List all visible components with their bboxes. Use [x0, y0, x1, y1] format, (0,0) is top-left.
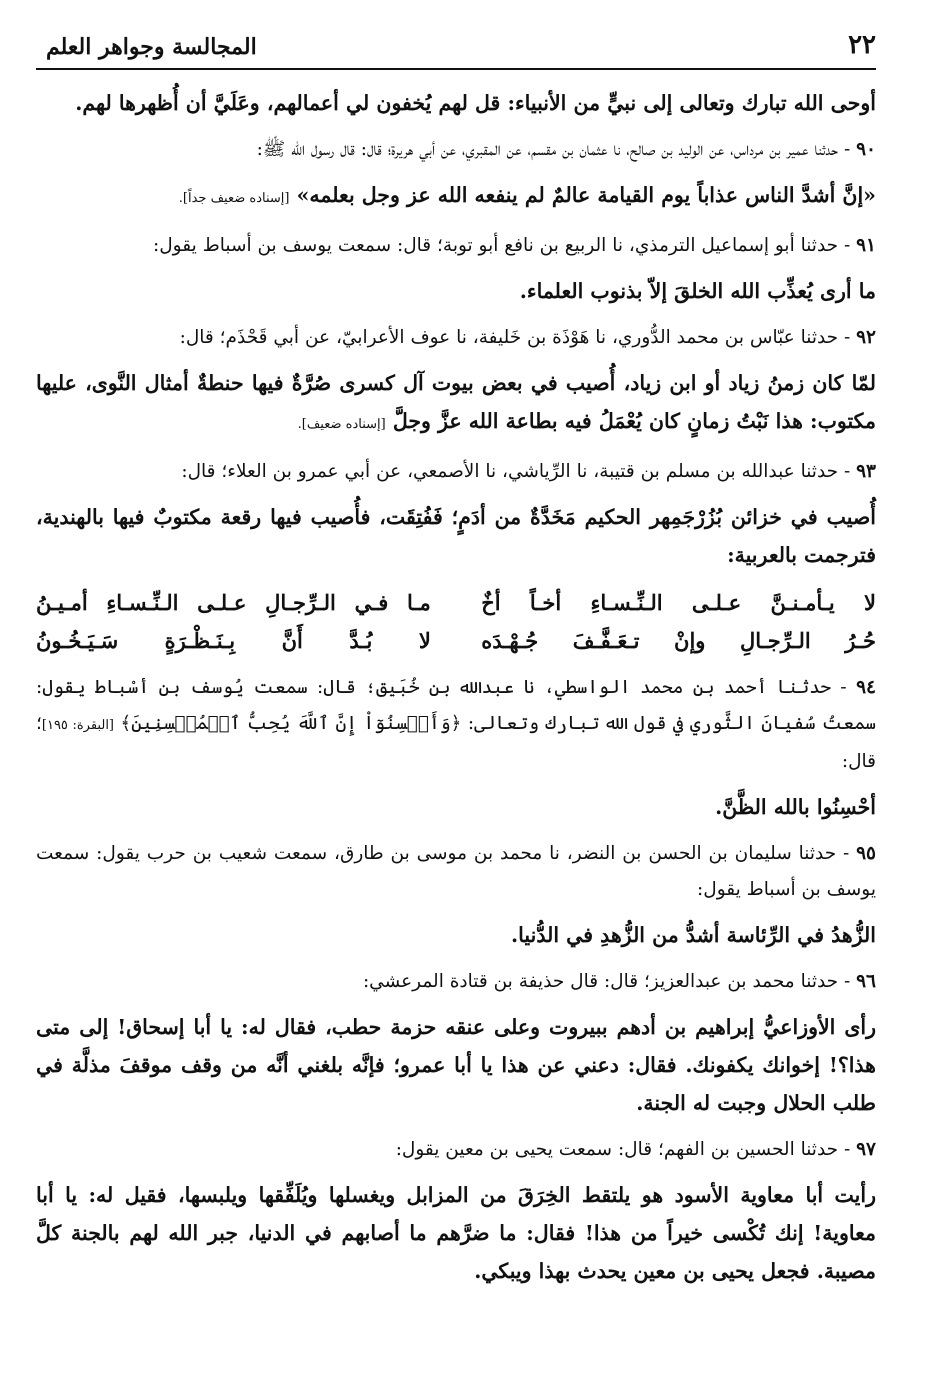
hadith-number: ٩٥ — [856, 843, 876, 864]
hadith-91-chain — [36, 228, 876, 264]
hemistich-first: حُـرُ الـرِّجـالِ وإنْ تـعَـفَّـفَ جُـهْـدَه — [481, 628, 876, 653]
hadith-95-chain — [36, 836, 876, 908]
hemistich-first: لا يـأمـنـنَّ عـلـى الـنِّـسـاءِ أخـاً أخٌ — [481, 590, 876, 615]
grading-note: [إسناده ضعيف]. — [297, 417, 386, 432]
chain-text: - حدثنا عمير بن مرداس، عن الوليد بن صالح، نا عثمان بن مقسم، عن المقبري، عن أبي هريرة؛ قال: قال رسول الله ﷺ: — [256, 139, 857, 160]
poem-verse-2 — [36, 622, 876, 660]
matn-text: لمّا كان زمنُ زياد أو ابن زياد، أُصيب في بعض بيوت آل كسرى صُرَّةٌ فيها حنطةٌ أمثال النَّوى، عليها مكتوب: هذا نَبْتُ زمانٍ كان يُعْمَلُ فيه بطاعة الله عزَّ وجلَّ — [36, 371, 876, 433]
hadith-92-chain — [36, 320, 876, 356]
hemistich-second: لا بُـدَّ أَنَّ بِـنَـظْـرَةٍ سَـيَـخُـونُ — [36, 628, 431, 653]
hadith-number: ٩٣ — [856, 461, 876, 482]
book-title: المجالسة وجواهر العلم — [46, 34, 257, 60]
hadith-number: ٩٤ — [856, 677, 876, 698]
chain-text: - حدثنا عبدالله بن مسلم بن قتيبة، نا الرِّياشي، نا الأصمعي، عن أبي عمرو بن العلاء؛ قال: — [181, 461, 857, 482]
hadith-97-text: رأيت أبا معاوية الأسود هو يلتقط الخِرَقَ من المزابل ويغسلها ويُلَفِّقها ويلبسها، فقيل له: يا أبا معاوية! إنك تُكْسى خيراً من هذا! فقال: ما ضرَّهم ما أصابهم في الدنيا، جبر الله لهم بالجنة كلَّ مصيبة. فجعل يحيى بن معين يحدث بهذا ويبكي. — [36, 1183, 876, 1283]
quran-reference: [البقرة: ١٩٥] — [41, 718, 114, 733]
hadith-91-text: ما أرى يُعذِّب الله الخلقَ إلاّ بذنوب العلماء. — [519, 279, 876, 303]
hadith-96-chain — [36, 964, 876, 1000]
hadith-95-text: الزُّهدُ في الرِّئاسة أشدُّ من الزُّهدِ في الدُّنيا. — [511, 923, 876, 947]
hemistich-second: مـا فـي الـرِّجـالِ عـلـى الـنِّـسـاءِ أمـيـنُ — [36, 590, 431, 615]
matn-text: «إنَّ أشدَّ الناس عذاباً يوم القيامة عالمٌ لم ينفعه الله عز وجل بعلمه» — [296, 183, 876, 207]
hadith-number: ٩٧ — [856, 1139, 876, 1160]
hadith-90-chain — [36, 132, 876, 168]
chain-tail: ؛ قال: — [36, 713, 876, 772]
hadith-93-chain — [36, 454, 876, 490]
hadith-92-text — [36, 364, 876, 444]
hadith-90-text — [36, 176, 876, 218]
page-body — [36, 70, 876, 1290]
grading-note: [إسناده ضعيف جداً]. — [178, 191, 290, 206]
chain-text: - حدثنا الحسين بن الفهم؛ قال: سمعت يحيى بن معين يقول: — [395, 1139, 857, 1160]
book-page — [36, 26, 876, 1366]
hadith-number: ٩٠ — [856, 139, 876, 160]
chain-text: - حدثنا أحمد بن محمد الواسطي، نا عبدالله بن خُبَيق؛ قال: سمعت يُوسف بن أسْباط يقول: سمعتُ سُفيانَ الثَّوري في قول الله تبارك وتعالى: ﴿وَأَحۡسِنُوٓاْ إِنَّ ٱللَّهَ يُحِبُّ ٱلۡمُحۡسِنِينَ﴾ — [36, 677, 876, 734]
chain-text: - حدثنا سليمان بن الحسن بن النضر، نا محمد بن موسى بن طارق، سمعت شعيب بن حرب يقول: سمعت يوسف بن أسباط يقول: — [36, 843, 876, 900]
continued-text: أوحى الله تبارك وتعالى إلى نبيٍّ من الأنبياء: قل لهم يُخفون لي أعمالهم، وعَلَيَّ أن أُظهرها لهم. — [75, 91, 876, 115]
hadith-number: ٩٦ — [856, 971, 876, 992]
chain-text: - حدثنا محمد بن عبدالعزيز؛ قال: قال حذيفة بن قتادة المرعشي: — [362, 971, 857, 992]
hadith-number: ٩٢ — [856, 327, 876, 348]
hadith-number: ٩١ — [856, 235, 876, 256]
page-number: ٢٢ — [848, 30, 876, 60]
hadith-96-text: رأى الأوزاعيُّ إبراهيم بن أدهم ببيروت وعلى عنقه حزمة حطب، فقال له: يا أبا إسحاق! إلى متى هذا؟! إخوانك يكفونك. فقال: دعني عن هذا يا أبا عمرو؛ فإنَّه بلغني أنَّه من وقف موقفَ مذلَّة في طلب الحلال وجبت له الجنة. — [36, 1015, 876, 1115]
page-header — [36, 26, 876, 70]
chain-text: - حدثنا أبو إسماعيل الترمذي، نا الربيع بن نافع أبو توبة؛ قال: سمعت يوسف بن أسباط يقول: — [153, 235, 857, 256]
hadith-94-text: أحْسِنُوا بالله الظَّنَّ. — [715, 795, 876, 819]
hadith-97-chain — [36, 1132, 876, 1168]
poem — [36, 584, 876, 660]
hadith-94-chain — [36, 670, 876, 780]
chain-text: - حدثنا عبّاس بن محمد الدُّوري، نا هَوْذَة بن خَليفة، نا عوف الأعرابيّ، عن أبي قَحْذَم؛ قال: — [179, 327, 857, 348]
poem-verse-1 — [36, 584, 876, 622]
hadith-93-text: أُصيب في خزائن بُزُرْجَمِهر الحكيم مَخَدَّةٌ من أدَمٍ؛ فَفُتِقَت، فأُصيب فيها رقعة مكتوبٌ فيها بالهندية، فترجمت بالعربية: — [36, 505, 876, 567]
